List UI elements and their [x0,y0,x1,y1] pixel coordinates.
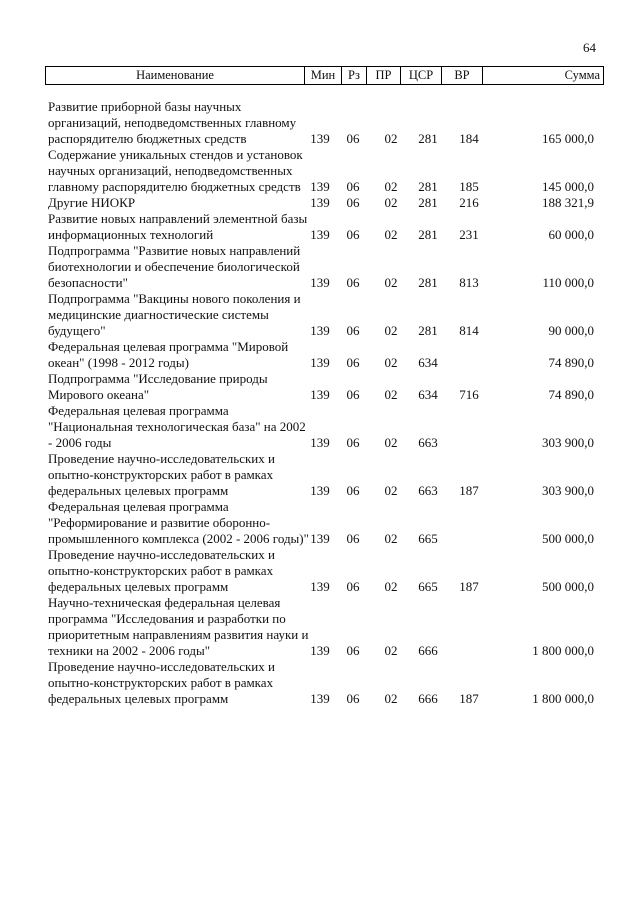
row-name: Проведение научно-исследовательских и опытно-конструкторских работ в рамках федеральных целевых программ [48,451,275,498]
row-csr: 634 [418,355,438,370]
row-sum: 500 000,0 [542,531,594,546]
row-vr: 813 [459,275,479,290]
row-pr: 02 [384,643,398,658]
header-min: Мин [310,68,336,82]
header-rz: Рз [348,68,360,82]
table-row [0,499,640,547]
row-min: 139 [310,579,330,594]
row-min: 139 [310,179,330,194]
row-sum: 1 800 000,0 [532,691,594,706]
row-csr: 281 [418,131,438,146]
row-vr: 185 [459,179,479,194]
header-sum: Сумма [564,68,600,82]
row-vr: 231 [459,227,479,242]
row-name: Федеральная целевая программа "Национальная технологическая база" на 2002 - 2006 годы [48,403,306,450]
page-number: 64 [583,40,596,55]
table-header [45,66,604,85]
row-name: Развитие приборной базы научных организаций, неподведомственных главному распорядителю бюджетных средств [48,99,297,146]
row-pr: 02 [384,131,398,146]
table-row [0,99,640,147]
row-csr: 281 [418,275,438,290]
row-vr: 187 [459,579,479,594]
row-csr: 666 [418,643,438,658]
row-sum: 500 000,0 [542,579,594,594]
table-row [0,211,640,243]
row-csr: 663 [418,483,438,498]
row-sum: 74 890,0 [548,387,594,402]
row-min: 139 [310,131,330,146]
row-name: Проведение научно-исследовательских и опытно-конструкторских работ в рамках федеральных целевых программ [48,547,275,594]
row-sum: 74 890,0 [548,355,594,370]
row-min: 139 [310,355,330,370]
row-pr: 02 [384,227,398,242]
row-sum: 60 000,0 [548,227,594,242]
header-pr: ПР [375,68,392,82]
row-csr: 665 [418,531,438,546]
row-min: 139 [310,227,330,242]
row-csr: 281 [418,195,438,210]
row-rz: 06 [346,483,360,498]
row-name: Развитие новых направлений элементной базы информационных технологий [48,211,308,242]
row-pr: 02 [384,355,398,370]
row-pr: 02 [384,195,398,210]
row-pr: 02 [384,579,398,594]
row-rz: 06 [346,227,360,242]
row-name: Проведение научно-исследовательских и опытно-конструкторских работ в рамках федеральных целевых программ [48,659,275,706]
row-rz: 06 [346,691,360,706]
table-row [0,595,640,659]
table-row [0,403,640,451]
row-sum: 165 000,0 [542,131,594,146]
row-vr: 187 [459,483,479,498]
row-csr: 665 [418,579,438,594]
row-min: 139 [310,643,330,658]
row-vr: 184 [459,131,479,146]
row-rz: 06 [346,131,360,146]
row-sum: 188 321,9 [542,195,594,210]
row-sum: 145 000,0 [542,179,594,194]
row-min: 139 [310,483,330,498]
row-name: Федеральная целевая программа "Мировой океан" (1998 - 2012 годы) [48,339,289,370]
row-rz: 06 [346,435,360,450]
row-csr: 634 [418,387,438,402]
row-rz: 06 [346,179,360,194]
row-rz: 06 [346,275,360,290]
table-row [0,195,640,211]
row-vr: 216 [459,195,479,210]
row-min: 139 [310,691,330,706]
row-vr: 716 [459,387,479,402]
row-sum: 90 000,0 [548,323,594,338]
row-pr: 02 [384,691,398,706]
table-row [0,243,640,291]
row-rz: 06 [346,579,360,594]
row-csr: 663 [418,435,438,450]
header-vr: ВР [454,68,470,82]
header-csr: ЦСР [408,68,434,82]
row-csr: 281 [418,179,438,194]
table-row [0,147,640,195]
row-min: 139 [310,435,330,450]
row-pr: 02 [384,387,398,402]
row-name: Подпрограмма "Развитие новых направлений биотехнологии и обеспечение биологической безопасности" [48,243,301,290]
row-name: Подпрограмма "Исследование природы Мирового океана" [48,371,268,402]
row-min: 139 [310,531,330,546]
row-name: Федеральная целевая программа "Реформирование и развитие оборонно-промышленного комплекса (2002 - 2006 годы)" [48,499,309,546]
row-sum: 303 900,0 [542,483,594,498]
row-vr: 814 [459,323,479,338]
row-csr: 281 [418,227,438,242]
row-min: 139 [310,195,330,210]
row-name: Подпрограмма "Вакцины нового поколения и медицинские диагностические системы будущего" [48,291,301,338]
row-rz: 06 [346,387,360,402]
table-row [0,659,640,707]
row-min: 139 [310,387,330,402]
row-name: Другие НИОКР [48,195,136,210]
row-vr: 187 [459,691,479,706]
row-name: Научно-техническая федеральная целевая программа "Исследования и разработки по приоритетным направлениям развития науки и техники на 2002 - 2006 годы" [48,595,309,658]
row-min: 139 [310,275,330,290]
row-pr: 02 [384,531,398,546]
row-rz: 06 [346,323,360,338]
row-sum: 303 900,0 [542,435,594,450]
row-rz: 06 [346,195,360,210]
row-pr: 02 [384,483,398,498]
row-csr: 281 [418,323,438,338]
row-rz: 06 [346,643,360,658]
row-csr: 666 [418,691,438,706]
row-sum: 1 800 000,0 [532,643,594,658]
row-sum: 110 000,0 [542,275,594,290]
row-pr: 02 [384,179,398,194]
table-body [0,99,640,707]
row-pr: 02 [384,275,398,290]
row-rz: 06 [346,355,360,370]
header-name: Наименование [136,68,214,82]
table-row [0,451,640,499]
row-pr: 02 [384,435,398,450]
table-row [0,547,640,595]
row-pr: 02 [384,323,398,338]
table-row [0,339,640,371]
table-row [0,371,640,403]
table-row [0,291,640,339]
row-rz: 06 [346,531,360,546]
row-min: 139 [310,323,330,338]
row-name: Содержание уникальных стендов и установок научных организаций, неподведомственных главному распорядителю бюджетных средств [48,147,303,194]
